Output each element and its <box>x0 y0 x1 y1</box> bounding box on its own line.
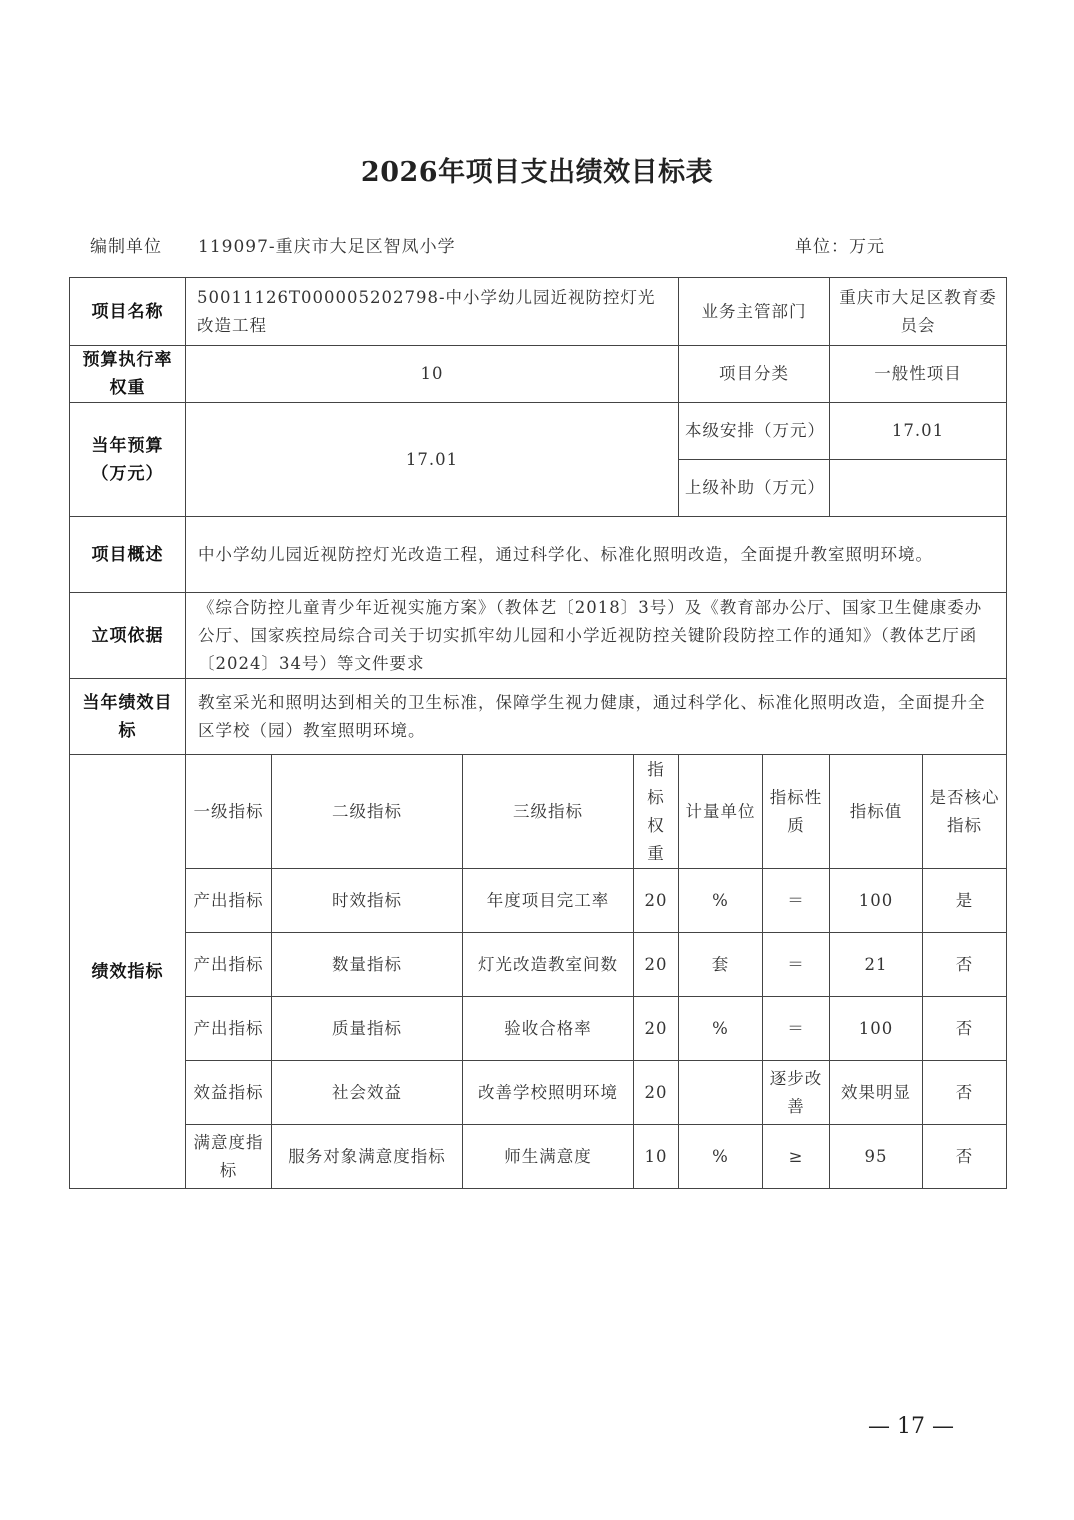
level1-cell: 效益指标 <box>186 1061 272 1125</box>
goal-label: 当年绩效目标 <box>70 679 186 755</box>
table-row <box>70 933 1007 997</box>
level3-cell: 验收合格率 <box>463 997 634 1061</box>
col-header: 三级指标 <box>463 755 634 869</box>
core-cell: 否 <box>923 933 1007 997</box>
level3-cell: 年度项目完工率 <box>463 869 634 933</box>
weight-value: 10 <box>186 346 679 403</box>
level1-cell: 产出指标 <box>186 869 272 933</box>
unit-label: 编制单位 <box>90 237 162 257</box>
level2-cell: 数量指标 <box>272 933 463 997</box>
currency-unit: 单位：万元 <box>795 237 885 257</box>
local-value: 17.01 <box>830 403 1007 460</box>
performance-table <box>69 277 1007 1189</box>
table-row <box>70 997 1007 1061</box>
budget-value: 17.01 <box>186 403 679 517</box>
core-cell: 是 <box>923 869 1007 933</box>
nature-cell: ＝ <box>763 997 830 1061</box>
unit-cell <box>679 1061 763 1125</box>
level1-cell: 满意度指标 <box>186 1125 272 1189</box>
level2-cell: 时效指标 <box>272 869 463 933</box>
weight-cell: 20 <box>634 1061 679 1125</box>
col-header: 二级指标 <box>272 755 463 869</box>
level2-cell: 社会效益 <box>272 1061 463 1125</box>
nature-cell: ≥ <box>763 1125 830 1189</box>
indicators-label: 绩效指标 <box>70 755 186 1189</box>
col-header: 指标性质 <box>763 755 830 869</box>
col-header: 计量单位 <box>679 755 763 869</box>
nature-cell: ＝ <box>763 869 830 933</box>
dept-label: 业务主管部门 <box>679 278 830 346</box>
page-number: — 17 — <box>868 1414 954 1439</box>
table-row <box>70 1061 1007 1125</box>
unit-cell: 套 <box>679 933 763 997</box>
project-name-value: 50011126T000005202798-中小学幼儿园近视防控灯光改造工程 <box>186 278 679 346</box>
basis-label: 立项依据 <box>70 593 186 679</box>
overview-label: 项目概述 <box>70 517 186 593</box>
nature-cell: ＝ <box>763 933 830 997</box>
value-cell: 100 <box>830 869 923 933</box>
value-cell: 效果明显 <box>830 1061 923 1125</box>
core-cell: 否 <box>923 1125 1007 1189</box>
weight-cell: 10 <box>634 1125 679 1189</box>
value-cell: 100 <box>830 997 923 1061</box>
core-cell: 否 <box>923 997 1007 1061</box>
weight-cell: 20 <box>634 869 679 933</box>
unit-info <box>90 232 456 257</box>
weight-cell: 20 <box>634 933 679 997</box>
category-value: 一般性项目 <box>830 346 1007 403</box>
value-cell: 95 <box>830 1125 923 1189</box>
project-name-label: 项目名称 <box>70 278 186 346</box>
unit-cell: % <box>679 1125 763 1189</box>
level3-cell: 灯光改造教室间数 <box>463 933 634 997</box>
level2-cell: 质量指标 <box>272 997 463 1061</box>
unit-value: 119097-重庆市大足区智凤小学 <box>198 237 456 257</box>
level2-cell: 服务对象满意度指标 <box>272 1125 463 1189</box>
table-row <box>70 869 1007 933</box>
value-cell: 21 <box>830 933 923 997</box>
weight-cell: 20 <box>634 997 679 1061</box>
category-label: 项目分类 <box>679 346 830 403</box>
weight-label: 预算执行率权重 <box>70 346 186 403</box>
unit-cell: % <box>679 997 763 1061</box>
basis-value: 《综合防控儿童青少年近视实施方案》（教体艺〔2018〕3号）及《教育部办公厅、国家卫生健康委办公厅、国家疾控局综合司关于切实抓牢幼儿园和小学近视防控关键阶段防控工作的通知》（教体艺厅函〔2024〕34号）等文件要求 <box>186 593 1007 679</box>
unit-cell: % <box>679 869 763 933</box>
page-title: 2026年项目支出绩效目标表 <box>360 157 714 188</box>
budget-label: 当年预算（万元） <box>70 403 186 517</box>
level1-cell: 产出指标 <box>186 997 272 1061</box>
local-label: 本级安排（万元） <box>679 403 830 460</box>
level1-cell: 产出指标 <box>186 933 272 997</box>
nature-cell: 逐步改善 <box>763 1061 830 1125</box>
table-row <box>70 1125 1007 1189</box>
col-header: 一级指标 <box>186 755 272 869</box>
col-header: 指标权重 <box>634 755 679 869</box>
upper-label: 上级补助（万元） <box>679 460 830 517</box>
dept-value: 重庆市大足区教育委员会 <box>830 278 1007 346</box>
upper-value <box>830 460 1007 517</box>
level3-cell: 师生满意度 <box>463 1125 634 1189</box>
goal-value: 教室采光和照明达到相关的卫生标准，保障学生视力健康，通过科学化、标准化照明改造，全面提升全区学校（园）教室照明环境。 <box>186 679 1007 755</box>
level3-cell: 改善学校照明环境 <box>463 1061 634 1125</box>
col-header: 指标值 <box>830 755 923 869</box>
col-header: 是否核心指标 <box>923 755 1007 869</box>
core-cell: 否 <box>923 1061 1007 1125</box>
overview-value: 中小学幼儿园近视防控灯光改造工程，通过科学化、标准化照明改造，全面提升教室照明环境。 <box>186 517 1007 593</box>
